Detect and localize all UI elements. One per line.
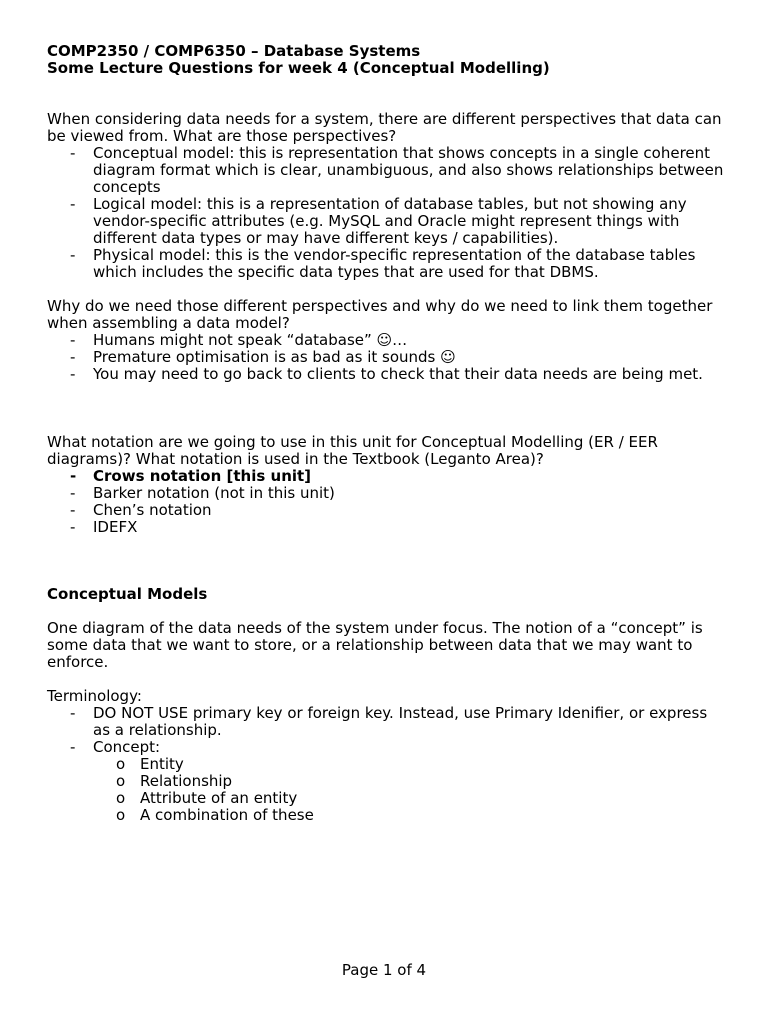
dash-bullet: -	[70, 348, 76, 366]
dash-bullet: -	[70, 501, 76, 519]
list-item: - Logical model: this is a representation of database tables, but not showing any vendor-specific attributes (e.g. MySQL and Oracle might represent things with different data types or may have different keys / capabilities).	[70, 195, 687, 247]
notation-list	[47, 468, 727, 536]
list-item: - DO NOT USE primary key or foreign key. Instead, use Primary Idenifier, or express as a relationship.	[70, 704, 708, 739]
dash-bullet: -	[70, 331, 76, 349]
dash-bullet: -	[70, 467, 77, 485]
sub-list-item: o Attribute of an entity	[116, 789, 298, 807]
list-item: - You may need to go back to clients to check that their data needs are being met.	[70, 365, 703, 383]
list-item: - Barker notation (not in this unit)	[70, 484, 335, 502]
sub-list-item: o Relationship	[116, 772, 233, 790]
document-page	[47, 43, 727, 824]
list-item: - Conceptual model: this is representation that shows concepts in a single coherent diagram format which is clear, unambiguous, and also shows relationships between concepts	[70, 144, 724, 196]
perspectives-list	[47, 145, 727, 281]
dash-bullet: -	[70, 195, 76, 213]
page-number: Page 1 of 4	[341, 961, 427, 979]
circle-bullet: o	[116, 806, 126, 824]
circle-bullet: o	[116, 789, 126, 807]
dash-bullet: -	[70, 484, 76, 502]
list-item: - Chen’s notation	[70, 501, 212, 519]
dash-bullet: -	[70, 518, 76, 536]
list-item: - Humans might not speak “database” ☺…	[70, 331, 408, 349]
dash-bullet: -	[70, 738, 76, 756]
circle-bullet: o	[116, 772, 126, 790]
course-title: COMP2350 / COMP6350 – Database Systems	[47, 42, 421, 60]
document-subtitle: Some Lecture Questions for week 4 (Conceptual Modelling)	[47, 59, 550, 77]
sub-list-item: o Entity	[116, 755, 184, 773]
dash-bullet: -	[70, 246, 76, 264]
dash-bullet: -	[70, 704, 76, 722]
circle-bullet: o	[116, 755, 126, 773]
terminology-label: Terminology:	[47, 687, 142, 705]
list-item: - Physical model: this is the vendor-specific representation of the database tables which includes the specific data types that are used for that DBMS.	[70, 246, 696, 281]
list-item: - Crows notation [this unit]	[70, 467, 312, 485]
terminology-list	[47, 705, 727, 756]
list-item: - IDEFX	[70, 518, 138, 536]
question-perspectives: When considering data needs for a system, there are different perspectives that data can be viewed from. What are those perspectives?	[47, 110, 722, 145]
sub-list-item: o A combination of these	[116, 806, 314, 824]
list-item: - Concept:	[70, 738, 161, 756]
list-item: - Premature optimisation is as bad as it sounds ☺	[70, 348, 456, 366]
section-intro: One diagram of the data needs of the system under focus. The notion of a “concept” is some data that we want to store, or a relationship between data that we may want to enforce.	[47, 619, 703, 671]
question-why-perspectives: Why do we need those different perspectives and why do we need to link them together when assembling a data model?	[47, 297, 713, 332]
concept-sublist	[47, 756, 727, 824]
reasons-list	[47, 332, 727, 383]
question-notation: What notation are we going to use in this unit for Conceptual Modelling (ER / EER diagrams)? What notation is used in the Textbook (Leganto Area)?	[47, 433, 658, 468]
dash-bullet: -	[70, 144, 76, 162]
dash-bullet: -	[70, 365, 76, 383]
section-heading: Conceptual Models	[47, 585, 208, 603]
